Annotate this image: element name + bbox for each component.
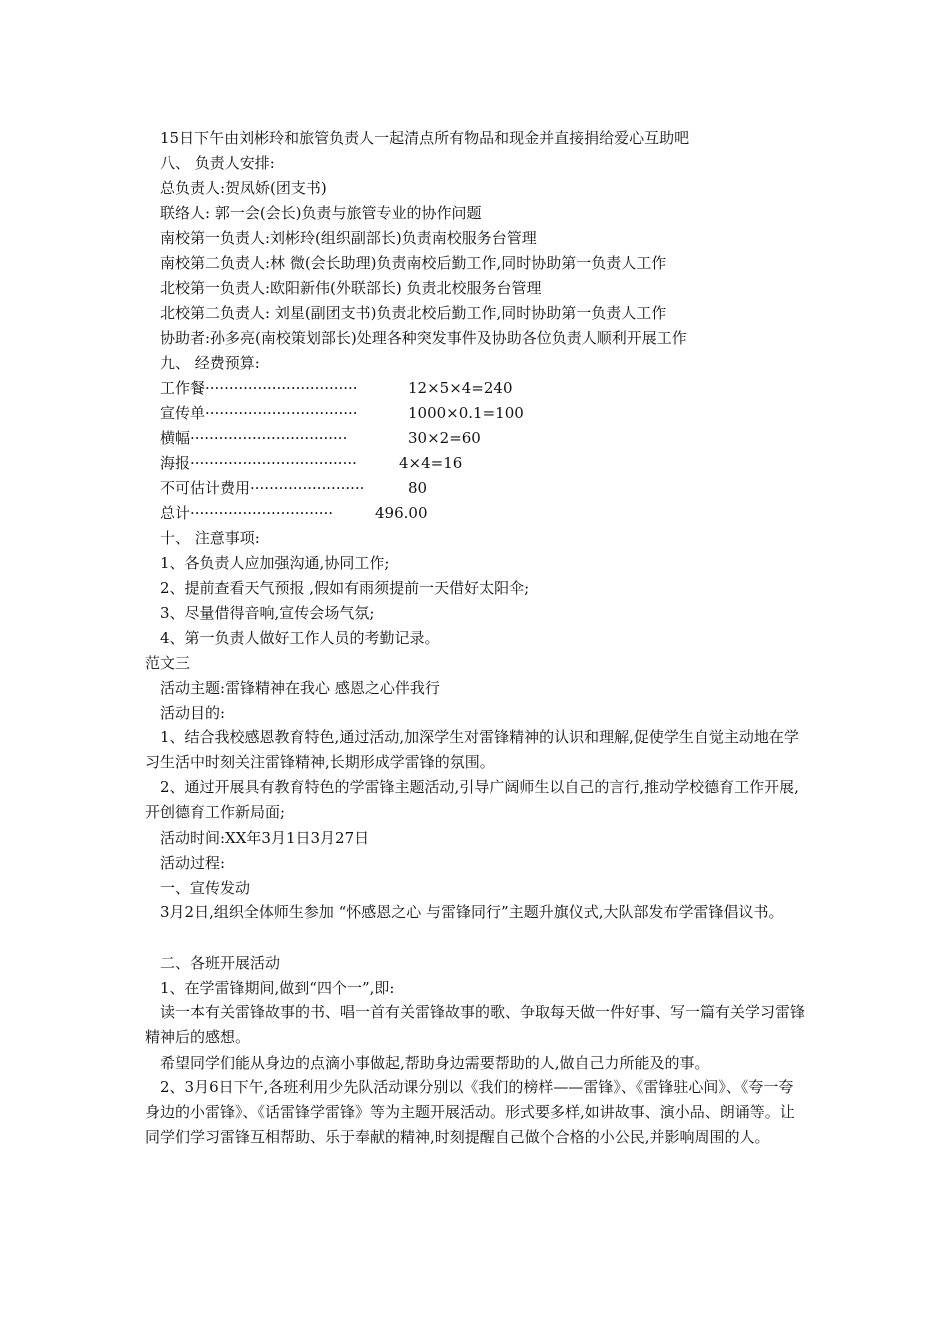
step-2-hope: 希望同学们能从身边的点滴小事做起,帮助身边需要帮助的人,做自己力所能及的事。 [160, 1054, 710, 1072]
note-item: 1、各负责人应加强沟通,协同工作; [160, 554, 390, 572]
person-north-second: 北校第二负责人: 刘星(副团支书)负责北校后勤工作,同时协助第一负责人工作 [160, 304, 667, 322]
budget-row [160, 478, 580, 498]
person-contact: 联络人: 郭一会(会长)负责与旅管专业的协作问题 [160, 204, 482, 222]
budget-value: 4×4=16 [399, 454, 463, 472]
person-assistant: 协助者:孙多亮(南校策划部长)处理各种突发事件及协助各位负责人顺利开展工作 [160, 329, 687, 347]
budget-row [160, 378, 580, 398]
budget-value: 30×2=60 [408, 429, 481, 447]
section-10-heading: 十、 注意事项: [160, 529, 260, 547]
step-1-heading: 一、宣传发动 [160, 879, 251, 897]
activity-theme: 活动主题:雷锋精神在我心 感恩之心伴我行 [160, 679, 440, 697]
budget-row [160, 428, 580, 448]
budget-row [160, 453, 580, 473]
step-2-four-ones: 读一本有关雷锋故事的书、唱一首有关雷锋故事的歌、争取每天做一件好事、写一篇有关学习雷锋精神后的感想。 [145, 1003, 806, 1046]
person-total: 总负责人:贺凤娇(团支书) [160, 179, 327, 197]
note-item: 3、尽量借得音响,宣传会场气氛; [160, 604, 375, 622]
activity-time: 活动时间:XX年3月1日3月27日 [160, 829, 370, 847]
activity-purpose-heading: 活动目的: [160, 704, 226, 722]
step-2-heading: 二、各班开展活动 [160, 954, 281, 972]
section-8-heading: 八、 负责人安排: [160, 154, 275, 172]
budget-value: 80 [408, 479, 428, 497]
sample-three-heading: 范文三 [145, 654, 191, 672]
step-2-item-2: 2、3月6日下午,各班利用少先队活动课分别以《我们的榜样——雷锋》、《雷锋驻心间》、《夸一夸身边的小雷锋》、《话雷锋学雷锋》等为主题开展活动。形式要多样,如讲故事、演小品、朗诵等。让同学们学习雷锋互相帮助、乐于奉献的精神,时刻提醒自己做个合格的小公民,并影响周围的人。 [145, 1078, 795, 1146]
budget-value: 1000×0.1=100 [408, 404, 524, 422]
person-north-first: 北校第一负责人:欧阳新伟(外联部长) 负责北校服务台管理 [160, 279, 542, 297]
purpose-paragraph-2: 2、通过开展具有教育特色的学雷锋主题活动,引导广阔师生以自己的言行,推动学校德育工作开展,开创德育工作新局面; [145, 778, 799, 821]
note-item: 4、第一负责人做好工作人员的考勤记录。 [160, 629, 440, 647]
purpose-paragraph-1: 1、结合我校感恩教育特色,通过活动,加深学生对雷锋精神的认识和理解,促使学生自觉主动地在学习生活中时刻关注雷锋精神,长期形成学雷锋的氛围。 [145, 728, 799, 771]
budget-item: 宣传单································ [160, 404, 358, 422]
budget-row [160, 403, 580, 423]
budget-item: 不可估计费用························ [160, 479, 365, 497]
section-9-heading: 九、 经费预算: [160, 354, 260, 372]
budget-item: 海报··································· [160, 454, 357, 472]
budget-item: 工作餐································ [160, 379, 358, 397]
person-south-second: 南校第二负责人:林 微(会长助理)负责南校后勤工作,同时协助第一负责人工作 [160, 254, 667, 272]
budget-value: 496.00 [375, 504, 428, 522]
person-south-first: 南校第一负责人:刘彬玲(组织副部长)负责南校服务台管理 [160, 229, 537, 247]
paragraph-donation: 15日下午由刘彬玲和旅管负责人一起清点所有物品和现金并直接捐给爱心互助吧 [160, 129, 690, 147]
budget-item: 横幅································· [160, 429, 348, 447]
budget-row [160, 503, 580, 523]
activity-process-heading: 活动过程: [160, 854, 226, 872]
step-1-paragraph: 3月2日,组织全体师生参加 “怀感恩之心 与雷锋同行”主题升旗仪式,大队部发布学雷锋倡议书。 [160, 903, 784, 921]
budget-item: 总计······························ [160, 504, 334, 522]
step-2-item-1: 1、在学雷锋期间,做到“四个一”,即: [160, 979, 395, 997]
note-item: 2、提前查看天气预报 ,假如有雨须提前一天借好太阳伞; [160, 579, 530, 597]
budget-value: 12×5×4=240 [408, 379, 513, 397]
